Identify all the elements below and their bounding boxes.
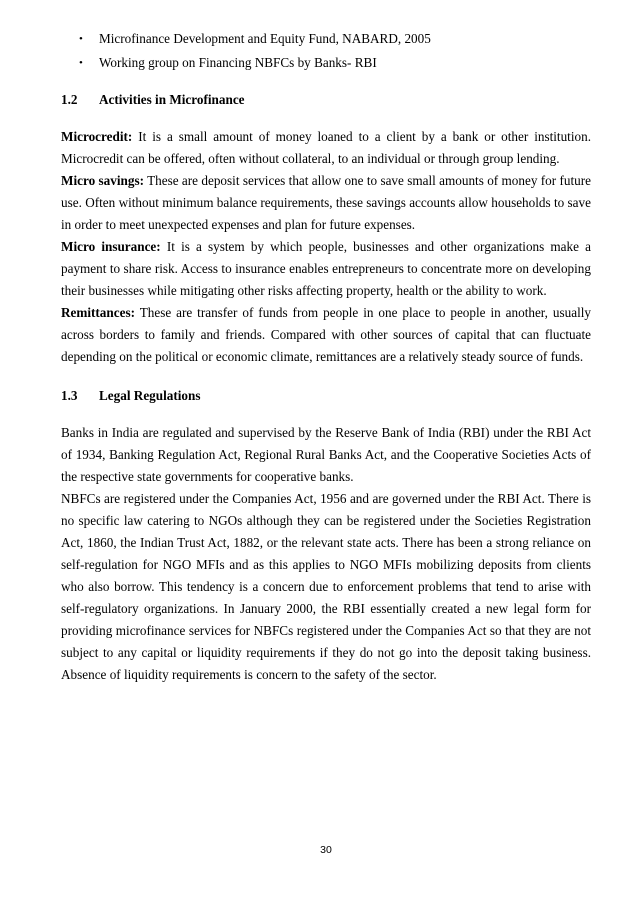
term-description: These are deposit services that allow one to save small amounts of money for future use. Often without minimum balance requirements, these savings accounts allow households to save in order to meet unexpected expenses and plan for future expenses. bbox=[61, 173, 592, 232]
paragraph-remittances bbox=[61, 302, 591, 368]
section-number: 1.3 bbox=[61, 388, 78, 403]
section-title: Legal Regulations bbox=[99, 388, 201, 403]
section-title: Activities in Microfinance bbox=[99, 92, 245, 107]
term-label: Micro savings: bbox=[61, 173, 144, 188]
activities-section-body bbox=[61, 126, 591, 368]
section-heading-1-2 bbox=[61, 91, 245, 109]
paragraph-banks-regulation: Banks in India are regulated and supervised by the Reserve Bank of India (RBI) under the RBI Act of 1934, Banking Regulation Act, Regional Rural Banks Act, and the Cooperative Societies Acts of the respective state governments for cooperative banks. bbox=[61, 425, 591, 484]
section-heading-1-3 bbox=[61, 387, 200, 405]
page-number: 30 bbox=[320, 844, 332, 856]
list-item bbox=[79, 30, 431, 54]
term-label: Micro insurance: bbox=[61, 239, 161, 254]
legal-section-body bbox=[61, 422, 591, 686]
term-label: Microcredit: bbox=[61, 129, 133, 144]
term-description: It is a system by which people, businesses and other organizations make a payment to share risk. Access to insurance enables entrepreneurs to concentrate more on developing their businesses while mitigating other risks affecting property, health or the ability to work. bbox=[61, 239, 591, 298]
paragraph-micro-savings bbox=[61, 170, 591, 236]
paragraph-nbfc-regulation: NBFCs are registered under the Companies Act, 1956 and are governed under the RBI Act. There is no specific law catering to NGOs although they can be registered under the Societies Registration Act, 1860, the Indian Trust Act, 1882, or the relevant state acts. There has been a strong reliance on self-regulation for NGO MFIs and as this applies to NGO MFIs mobilizing deposits from clients who also borrow. This tendency is a concern due to enforcement problems that tend to arise with self-regulatory organizations. In January 2000, the RBI essentially created a new legal form for providing microfinance services for NBFCs registered under the Companies Act so that they are not subject to any capital or liquidity requirements if they do not go into the deposit taking business. Absence of liquidity requirements is concern to the safety of the sector. bbox=[61, 491, 591, 682]
term-description: These are transfer of funds from people in one place to people in another, usually across borders to family and friends. Compared with other sources of capital that can fluctuate depending on the political or economic climate, remittances are a relatively steady source of funds. bbox=[61, 305, 592, 364]
list-item bbox=[79, 54, 431, 78]
bullet-icon: • bbox=[79, 57, 83, 69]
list-item-text: Microfinance Development and Equity Fund, NABARD, 2005 bbox=[99, 31, 431, 46]
document-page bbox=[61, 0, 591, 902]
paragraph-microcredit bbox=[61, 126, 591, 170]
paragraph-micro-insurance bbox=[61, 236, 591, 302]
section-number: 1.2 bbox=[61, 92, 78, 107]
list-item-text: Working group on Financing NBFCs by Banks- RBI bbox=[99, 55, 377, 70]
reference-list bbox=[79, 30, 431, 78]
term-label: Remittances: bbox=[61, 305, 135, 320]
bullet-icon: • bbox=[79, 33, 83, 45]
term-description: It is a small amount of money loaned to a client by a bank or other institution. Microcredit can be offered, often without collateral, to an individual or through group lending. bbox=[61, 129, 591, 166]
